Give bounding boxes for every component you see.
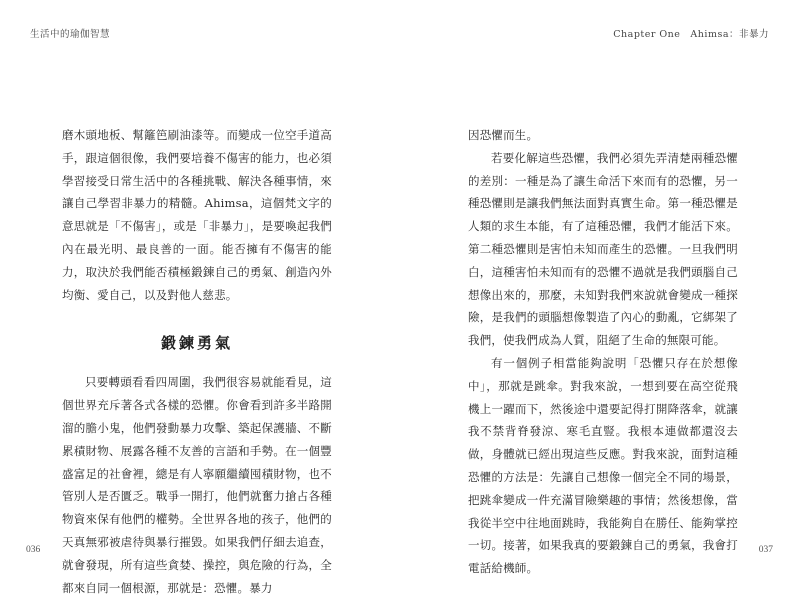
left-paragraph-2: 只要轉頭看看四周圍，我們很容易就能看見，這個世界充斥著各式各樣的恐懼。你會看到許多半路開溜的膽小鬼，他們發動暴力攻擊、築起保護牆、不斷累積財物、展露各種不友善的言語和手勢。在一個豐盛富足的社會裡，總是有人寧願繼續囤積財物，也不管別人是否匱乏。戰爭一開打，他們就奮力搶占各種物資來保有他們的權勢。全世界各地的孩子，他們的天真無邪被虐待與暴行摧毀。如果我們仔細去追查，就會發現，所有這些貪婪、操控，與危險的行為，全都來自同一個根源，那就是：恐懼。暴力	[62, 375, 332, 595]
right-paragraph-3: 有一個例子相當能夠說明「恐懼只存在於想像中」，那就是跳傘。對我來說，一想到要在高空從飛機上一躍而下，然後途中還要記得打開降落傘，就讓我不禁背脊發涼、寒毛直豎。我根本連做都還沒去做，身體就已經出現這些反應。對我來說，面對這種恐懼的方法是：先讓自己想像一個完全不同的場景，把跳傘變成一件充滿冒險樂趣的事情；然後想像，當我從半空中往地面跳時，我能夠自在勝任、能夠掌控一切。接著，如果我真的要鍛鍊自己的勇氣，我會打電話給機師。	[468, 355, 738, 576]
right-paragraph-2: 若要化解這些恐懼，我們必須先弄清楚兩種恐懼的差別：一種是為了讓生命活下來而有的恐懼，另一種恐懼則是讓我們無法面對真實生命。第一種恐懼是人類的求生本能，有了這種恐懼，我們才能活下來。第二種恐懼則是害怕未知而產生的恐懼。一旦我們明白，這種害怕未知而有的恐懼不過就是我們頭腦自己想像出來的，那麼，未知對我們來說就會變成一種探險，是我們的頭腦想像製造了內心的動亂，它綁架了我們，使我們成為人質，阻絕了生命的無限可能。	[468, 150, 738, 348]
page-number-right: 037	[758, 545, 773, 555]
running-head-right: Chapter One Ahimsa：非暴力	[613, 29, 769, 40]
right-page-column	[468, 124, 738, 580]
section-heading: 鍛鍊勇氣	[160, 334, 233, 353]
right-paragraph-1: 因恐懼而生。	[468, 128, 539, 142]
left-page-column	[62, 124, 332, 599]
left-paragraph-1: 磨木頭地板、幫籬笆刷油漆等。而變成一位空手道高手，跟這個很像，我們要培養不傷害的能力，也必須學習接受日常生活中的各種挑戰、解決各種事情，來讓自己學習非暴力的精髓。Ahimsa，這個梵文字的意思就是「不傷害」，或是「非暴力」，是要喚起我們內在最光明、最良善的一面。能否擁有不傷害的能力，取決於我們能否積極鍛鍊自己的勇氣、創造內外均衡、愛自己，以及對他人慈悲。	[62, 128, 332, 302]
running-head-left: 生活中的瑜伽智慧	[30, 29, 111, 40]
page-number-left: 036	[26, 545, 41, 555]
